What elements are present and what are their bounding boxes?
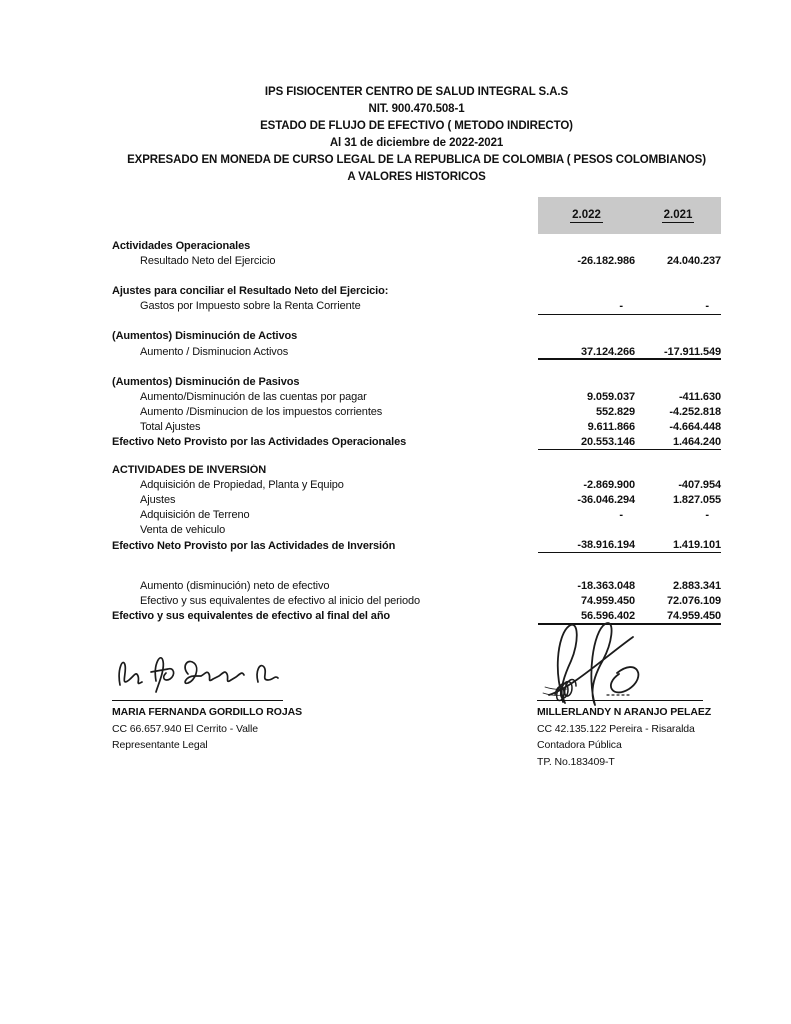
value-2021: 74.959.450 (666, 610, 721, 623)
signer-right-title: Contadora Pública (537, 739, 622, 751)
year-column-header (538, 197, 721, 234)
value-2021 (635, 374, 721, 389)
row-label: Aumento/Disminución de las cuentas por pagar (140, 390, 367, 403)
row-label: Ajustes (140, 494, 176, 507)
row-label: Actividades Operacionales (112, 239, 251, 252)
row-label: Resultado Neto del Ejercicio (140, 254, 276, 267)
value-2022: 74.959.450 (580, 594, 635, 607)
signer-right-license: TP. No.183409-T (537, 755, 615, 768)
value-2022: -36.046.294 (577, 494, 635, 507)
value-2022: 56.596.402 (580, 610, 635, 623)
signer-left (112, 700, 372, 754)
signer-right-id: CC 42.135.122 Pereira - Risaralda (537, 722, 695, 735)
statement-row (112, 593, 721, 608)
signer-left-name: MARIA FERNANDA GORDILLO ROJAS (112, 706, 302, 718)
value-2022: -26.182.986 (577, 254, 635, 267)
value-2021: - (705, 300, 709, 313)
statement-row (112, 420, 721, 435)
row-label: Aumento /Disminucion de los impuestos corrientes (140, 406, 383, 419)
signature-line-right (537, 700, 703, 701)
statement-row (112, 435, 721, 450)
row-label: Adquisición de Propiedad, Planta y Equipo (140, 478, 344, 491)
value-2021: 1.464.240 (635, 435, 721, 450)
value-2022 (538, 462, 635, 477)
year-column-2022: 2.022 (572, 208, 601, 221)
value-2021 (635, 462, 721, 477)
value-2021: -407.954 (678, 478, 721, 491)
value-2022: 20.553.146 (538, 435, 635, 450)
value-2022: -18.363.048 (577, 579, 635, 592)
signer-left-id: CC 66.657.940 El Cerrito - Valle (112, 722, 259, 735)
value-2021: 1.419.101 (635, 538, 721, 553)
statement-row (112, 283, 721, 298)
row-label: Venta de vehiculo (140, 524, 226, 537)
statement-row (112, 329, 721, 344)
value-2022: 37.124.266 (580, 345, 635, 358)
statement-row (112, 374, 721, 389)
value-2021: 1.827.055 (672, 494, 721, 507)
row-label: Aumento / Disminucion Activos (140, 345, 289, 358)
value-2021 (635, 523, 721, 538)
signer-left-title: Representante Legal (112, 739, 208, 751)
signer-right (537, 700, 767, 770)
signature-left-image (112, 645, 282, 708)
value-2021: 72.076.109 (666, 594, 721, 607)
value-2022: -38.916.194 (538, 538, 635, 553)
value-2021 (635, 283, 721, 298)
row-label: ACTIVIDADES DE INVERSIÓN (112, 463, 267, 476)
row-label: Efectivo y sus equivalentes de efectivo al final del año (112, 610, 391, 623)
statement-row (112, 389, 721, 404)
value-2021 (635, 329, 721, 344)
statement-row (112, 523, 721, 538)
row-label: Efectivo y sus equivalentes de efectivo al inicio del periodo (140, 594, 421, 607)
basis-note: A VALORES HISTORICOS (347, 171, 486, 183)
row-label: Adquisición de Terreno (140, 509, 250, 522)
currency-note: EXPRESADO EN MONEDA DE CURSO LEGAL DE LA REPUBLICA DE COLOMBIA ( PESOS COLOMBIANOS) (127, 154, 706, 166)
statement-row (112, 578, 721, 593)
value-2021: -4.664.448 (669, 421, 721, 434)
document-header (112, 84, 721, 186)
value-2022 (538, 374, 635, 389)
underline-rule (538, 358, 721, 360)
value-2022 (538, 523, 635, 538)
value-2021 (635, 238, 721, 253)
value-2022: 9.059.037 (586, 390, 635, 403)
value-2022: -2.869.900 (583, 478, 635, 491)
row-label: (Aumentos) Disminución de Pasivos (112, 375, 300, 388)
statement-row (112, 299, 721, 314)
underline-rule (538, 314, 721, 315)
signer-right-name: MILLERLANDY N ARANJO PELAEZ (537, 706, 712, 718)
row-label: (Aumentos) Disminución de Activos (112, 330, 298, 343)
company-nit: NIT. 900.470.508-1 (368, 103, 465, 115)
value-2022 (538, 238, 635, 253)
statement-row (112, 405, 721, 420)
statement-row (112, 344, 721, 359)
value-2022: - (619, 300, 623, 313)
value-2021: - (705, 509, 709, 522)
statement-row (112, 253, 721, 268)
statement-row (112, 462, 721, 477)
value-2021: 2.883.341 (672, 579, 721, 592)
value-2022 (538, 283, 635, 298)
row-label: Efectivo Neto Provisto por las Actividades de Inversión (112, 539, 396, 552)
value-2021: -411.630 (678, 390, 721, 403)
value-2022: 552.829 (595, 406, 635, 419)
value-2021: -17.911.549 (663, 345, 721, 358)
value-2021: -4.252.818 (669, 406, 721, 419)
year-column-2021: 2.021 (663, 208, 693, 221)
row-label: Ajustes para conciliar el Resultado Neto del Ejercicio: (112, 284, 389, 297)
statement-row (112, 492, 721, 507)
statement-row (112, 238, 721, 253)
value-2022: 9.611.866 (587, 421, 635, 434)
row-label: Total Ajustes (140, 421, 201, 434)
statement-title: ESTADO DE FLUJO DE EFECTIVO ( METODO INDIRECTO) (260, 120, 573, 132)
statement-period: Al 31 de diciembre de 2022-2021 (329, 137, 504, 149)
statement-body (112, 238, 721, 624)
value-2021: 24.040.237 (666, 254, 721, 267)
row-label: Aumento (disminución) neto de efectivo (140, 579, 330, 592)
statement-row (112, 538, 721, 553)
row-label: Gastos por Impuesto sobre la Renta Corriente (140, 300, 361, 313)
statement-row (112, 477, 721, 492)
company-name: IPS FISIOCENTER CENTRO DE SALUD INTEGRAL S.A.S (264, 86, 569, 98)
value-2022 (538, 329, 635, 344)
value-2022: - (619, 509, 623, 522)
row-label: Efectivo Neto Provisto por las Actividades Operacionales (112, 436, 407, 449)
signature-line-left (112, 700, 283, 701)
statement-row (112, 508, 721, 523)
